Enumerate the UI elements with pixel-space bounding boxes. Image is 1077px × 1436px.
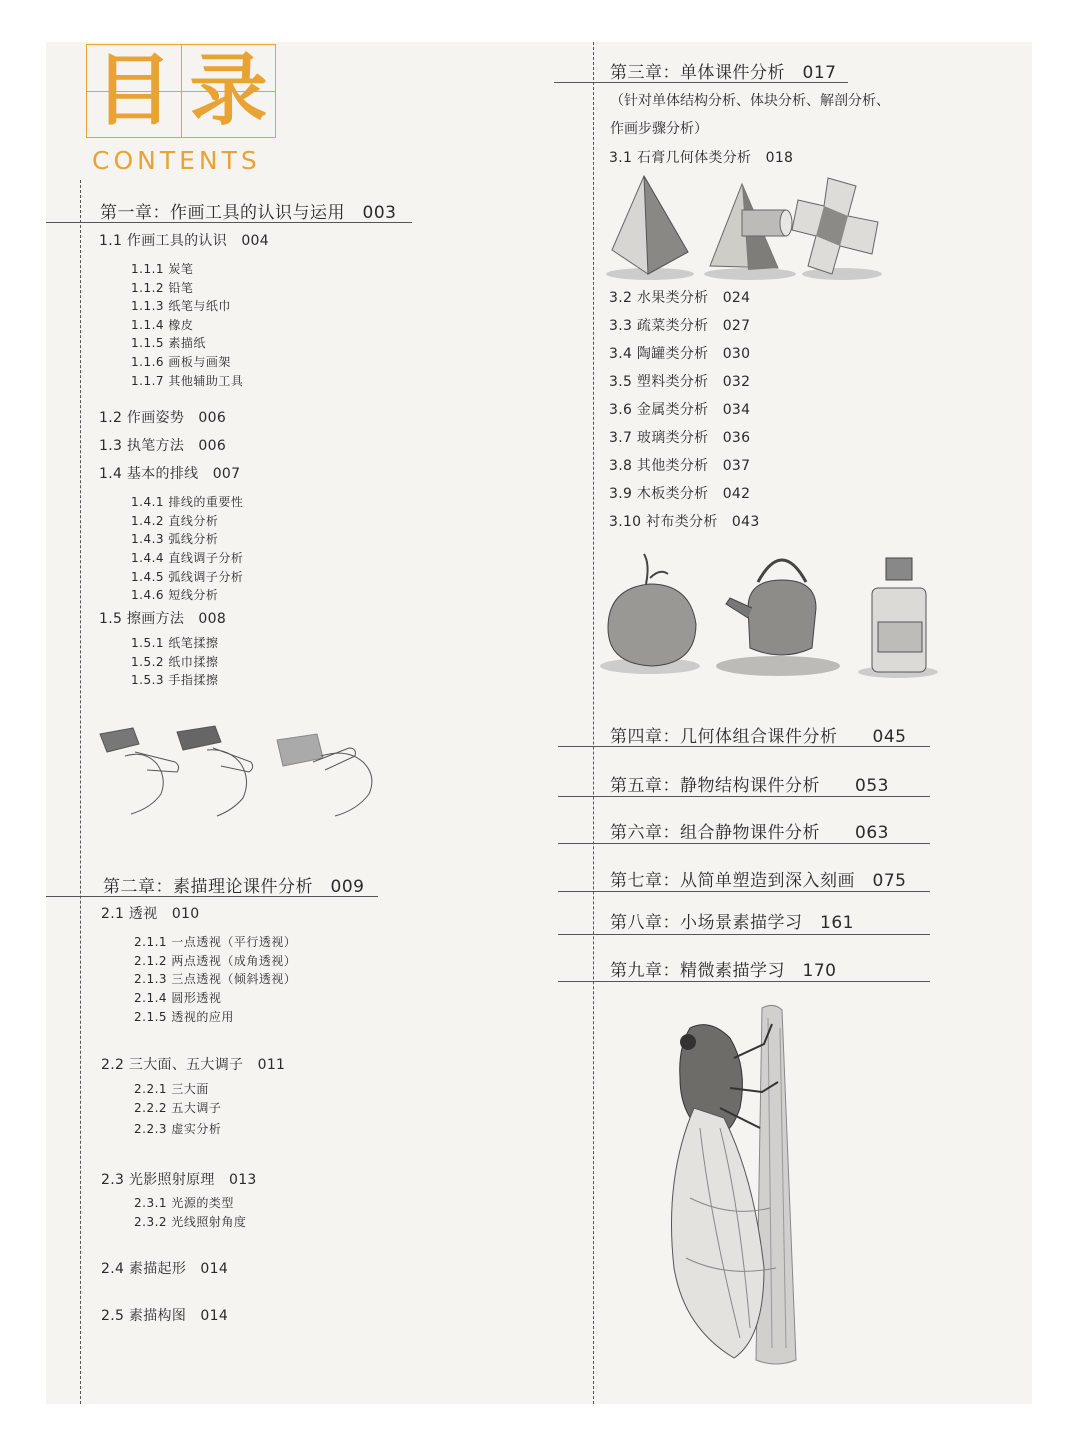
chapter6-title[interactable]: 第六章：组合静物课件分析 063	[610, 823, 889, 843]
right-dashed-guide	[593, 42, 594, 1404]
title-char-lu: 录	[189, 46, 268, 136]
chapter3-section[interactable]: 3.7 玻璃类分析 036	[609, 430, 751, 446]
chapter9-title[interactable]: 第九章：精微素描学习 170	[610, 961, 837, 981]
chapter1-section-4[interactable]: 1.4 基本的排线 007	[99, 466, 241, 482]
toc-subitem[interactable]: 2.1.5 透视的应用	[134, 1010, 234, 1024]
chapter2-section-2[interactable]: 2.2 三大面、五大调子 011	[101, 1057, 286, 1073]
chapter2-section-3[interactable]: 2.3 光影照射原理 013	[101, 1172, 257, 1188]
chapter3-section[interactable]: 3.3 疏菜类分析 027	[609, 318, 751, 334]
chapter3-section[interactable]: 3.2 水果类分析 024	[609, 290, 751, 306]
chapter6-rule	[558, 843, 930, 844]
toc-subitem[interactable]: 2.1.3 三点透视（倾斜透视）	[134, 972, 297, 986]
toc-subitem[interactable]: 2.3.2 光线照射角度	[134, 1215, 247, 1229]
chapter5-rule	[558, 796, 930, 797]
chapter3-section[interactable]: 3.9 木板类分析 042	[609, 486, 751, 502]
chapter5-title[interactable]: 第五章：静物结构课件分析 053	[610, 776, 889, 796]
chapter3-section[interactable]: 3.8 其他类分析 037	[609, 458, 751, 474]
chapter4-title[interactable]: 第四章：几何体组合课件分析 045	[610, 727, 907, 747]
toc-subitem[interactable]: 1.5.1 纸笔揉擦	[131, 636, 219, 650]
toc-subitem[interactable]: 1.5.2 纸巾揉擦	[131, 655, 219, 669]
chapter3-section-1[interactable]: 3.1 石膏几何体类分析 018	[609, 150, 794, 166]
toc-subitem[interactable]: 1.1.2 铅笔	[131, 281, 194, 295]
toc-subitem[interactable]: 1.1.3 纸笔与纸巾	[131, 299, 231, 313]
toc-subitem[interactable]: 1.1.1 炭笔	[131, 262, 194, 276]
chapter1-section-5[interactable]: 1.5 擦画方法 008	[99, 611, 227, 627]
toc-subitem[interactable]: 1.4.3 弧线分析	[131, 532, 219, 546]
chapter2-section-4[interactable]: 2.4 素描起形 014	[101, 1261, 229, 1277]
toc-subitem[interactable]: 1.1.7 其他辅助工具	[131, 374, 244, 388]
hand-rubbing-illustration	[95, 722, 395, 818]
cicada-illustration	[650, 998, 840, 1368]
chapter3-section[interactable]: 3.4 陶罐类分析 030	[609, 346, 751, 362]
toc-subitem[interactable]: 2.1.1 一点透视（平行透视）	[134, 935, 297, 949]
toc-subitem[interactable]: 1.1.6 画板与画架	[131, 355, 231, 369]
title-char-mu: 目	[94, 46, 173, 136]
chapter2-section-1[interactable]: 2.1 透视 010	[101, 906, 200, 922]
still-life-illustration	[598, 548, 944, 680]
toc-subitem[interactable]: 2.2.2 五大调子	[134, 1101, 222, 1115]
chapter2-title[interactable]: 第二章：素描理论课件分析 009	[103, 877, 365, 897]
toc-subitem[interactable]: 1.4.4 直线调子分析	[131, 551, 244, 565]
chapter1-title[interactable]: 第一章：作画工具的认识与运用 003	[100, 203, 397, 223]
left-dashed-guide	[80, 180, 81, 1404]
title-block	[86, 44, 276, 138]
chapter3-section[interactable]: 3.5 塑料类分析 032	[609, 374, 751, 390]
chapter1-rule	[46, 222, 412, 223]
plaster-geometry-illustration	[602, 170, 892, 282]
chapter8-rule	[558, 934, 930, 935]
chapter3-note-line1: （针对单体结构分析、体块分析、解剖分析、	[610, 93, 890, 109]
toc-subitem[interactable]: 2.1.4 圆形透视	[134, 991, 222, 1005]
chapter3-section[interactable]: 3.10 衬布类分析 043	[609, 514, 760, 530]
chapter3-section[interactable]: 3.6 金属类分析 034	[609, 402, 751, 418]
chapter3-rule	[554, 82, 848, 83]
chapter2-rule	[46, 896, 378, 897]
toc-subitem[interactable]: 2.1.2 两点透视（成角透视）	[134, 954, 297, 968]
toc-subitem[interactable]: 1.4.5 弧线调子分析	[131, 570, 244, 584]
chapter7-title[interactable]: 第七章：从简单塑造到深入刻画 075	[610, 871, 907, 891]
chapter7-rule	[558, 891, 930, 892]
toc-subitem[interactable]: 1.1.5 素描纸	[131, 336, 206, 350]
chapter1-section-1[interactable]: 1.1 作画工具的认识 004	[99, 233, 269, 249]
toc-subitem[interactable]: 1.5.3 手指揉擦	[131, 673, 219, 687]
toc-subitem[interactable]: 1.1.4 橡皮	[131, 318, 194, 332]
chapter8-title[interactable]: 第八章：小场景素描学习 161	[610, 913, 854, 933]
toc-subitem[interactable]: 1.4.2 直线分析	[131, 514, 219, 528]
chapter2-section-5[interactable]: 2.5 素描构图 014	[101, 1308, 229, 1324]
contents-subtitle: CONTENTS	[92, 146, 261, 175]
toc-subitem[interactable]: 2.2.1 三大面	[134, 1082, 209, 1096]
toc-subitem[interactable]: 2.3.1 光源的类型	[134, 1196, 234, 1210]
toc-subitem[interactable]: 1.4.6 短线分析	[131, 588, 219, 602]
chapter4-rule	[558, 746, 930, 747]
chapter1-section-2[interactable]: 1.2 作画姿势 006	[99, 410, 227, 426]
toc-subitem[interactable]: 1.4.1 排线的重要性	[131, 495, 244, 509]
chapter1-section-3[interactable]: 1.3 执笔方法 006	[99, 438, 227, 454]
toc-subitem[interactable]: 2.2.3 虚实分析	[134, 1122, 222, 1136]
chapter9-rule	[558, 981, 930, 982]
chapter3-title[interactable]: 第三章：单体课件分析 017	[610, 63, 837, 83]
chapter3-note-line2: 作画步骤分析）	[610, 121, 708, 137]
